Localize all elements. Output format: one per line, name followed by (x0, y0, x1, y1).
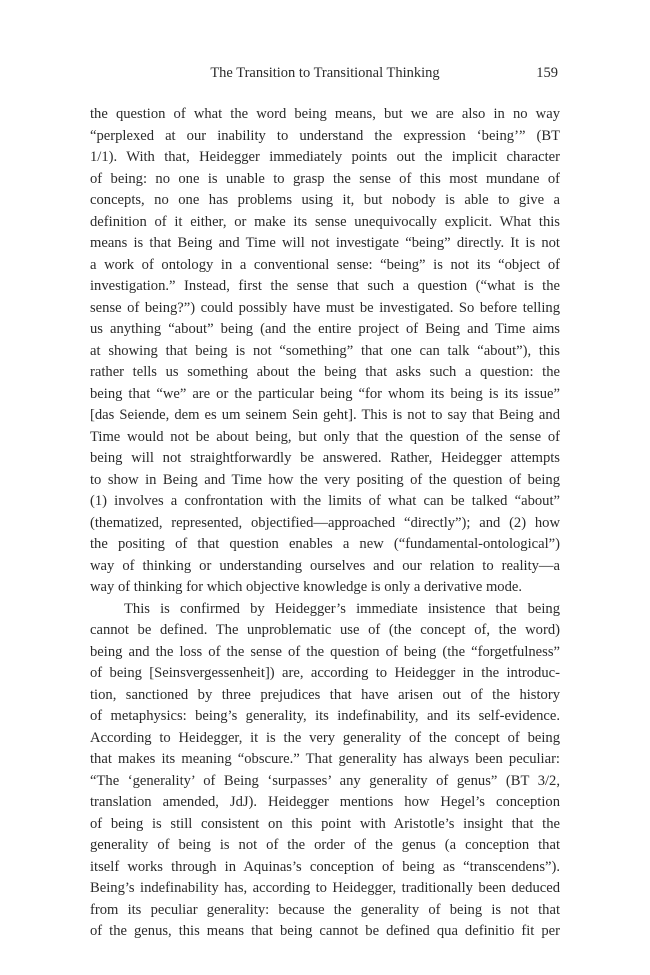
running-title: The Transition to Transitional Thinking (210, 65, 440, 81)
text-line: at showing that being is not “something” that one can talk “about”), this (90, 342, 560, 359)
text-line: the question of what the word being means, but we are also in no way (90, 106, 560, 122)
text-line: “perplexed at our inability to understand the expression ‘being’” (BT (90, 127, 560, 144)
text-line: cannot be defined. The unproblematic use of (the concept of, the word) (90, 622, 560, 638)
text-line: (thematized, represented, objectified—approached “directly”); and (2) how (90, 514, 560, 531)
text-line: According to Heidegger, it is the very generality of the concept of being (90, 729, 560, 746)
text-line: being that “we” are or the particular being “for whom its being is its issue” (90, 385, 560, 402)
text-line: [das Seiende, dem es um seinem Sein geht]. This is not to say that Being and (90, 407, 560, 423)
text-line: sense of being?”) could possibly have must be investigated. So before telling (90, 299, 560, 316)
text-line: generality of being is not of the order of the genus (a conception that (90, 837, 560, 853)
text-line: definition of it either, or make its sense unequivocally explicit. What this (90, 213, 560, 230)
text-line: tion, sanctioned by three prejudices that have arisen out of the history (90, 686, 560, 703)
body-text (90, 104, 560, 943)
text-line: a work of ontology in a conventional sense: “being” is not its “object of (90, 256, 560, 273)
paragraph-last-line: way of thinking for which objective knowledge is only a derivative mode. (90, 579, 523, 595)
text-line: Being’s indefinability has, according to Heidegger, traditionally been deduced (90, 880, 560, 896)
text-line: of being is still consistent on this point with Aristotle’s insight that the (90, 815, 560, 832)
text-line: of metaphysics: being’s generality, its indefinability, and its self-evidence. (90, 708, 560, 724)
page-number: 159 (536, 65, 558, 81)
text-line: itself works through in Aquinas’s conception of being as “transcendens”). (90, 858, 560, 875)
text-line: being will not straightforwardly be answered. Rather, Heidegger attempts (90, 450, 560, 466)
text-line: the positing of that question enables a new (“fundamental-ontological”) (90, 536, 560, 552)
running-head (90, 63, 560, 83)
text-line: that makes its meaning “obscure.” That generality has always been peculiar: (90, 751, 560, 767)
text-line: to show in Being and Time how the very positing of the question of being (90, 471, 560, 488)
text-line: of being: no one is unable to grasp the sense of this most mundane of (90, 170, 560, 187)
text-line: being and the loss of the sense of the question of being (the “forgetfulness” (90, 643, 560, 660)
text-line: investigation.” Instead, first the sense that such a question (“what is the (90, 278, 560, 294)
text-line: 1/1). With that, Heidegger immediately points out the implicit character (90, 149, 560, 165)
text-line: means is that Being and Time will not investigate “being” directly. It is not (90, 235, 560, 251)
text-line: rather tells us something about the being that asks such a question: the (90, 364, 560, 380)
text-line: of the genus, this means that being cannot be defined qua definitio fit per (90, 923, 560, 939)
text-line: Time would not be about being, but only that the question of the sense of (90, 428, 560, 445)
text-line: us anything “about” being (and the entire project of Being and Time aims (90, 321, 560, 337)
text-line: from its peculiar generality: because the generality of being is not that (90, 901, 560, 918)
text-line: (1) involves a confrontation with the limits of what can be talked “about” (90, 493, 560, 509)
text-line: concepts, no one has problems using it, but nobody is able to give a (90, 192, 560, 208)
text-line: of being [Seinsvergessenheit]) are, according to Heidegger in the introduc- (90, 665, 560, 681)
text-line: way of thinking or understanding ourselves and our relation to reality—a (90, 557, 560, 574)
text-line: “The ‘generality’ of Being ‘surpasses’ any generality of genus” (BT 3/2, (90, 772, 560, 789)
paragraph-first-line: This is confirmed by Heidegger’s immediate insistence that being (124, 600, 560, 617)
text-line: translation amended, JdJ). Heidegger mentions how Hegel’s conception (90, 794, 560, 810)
